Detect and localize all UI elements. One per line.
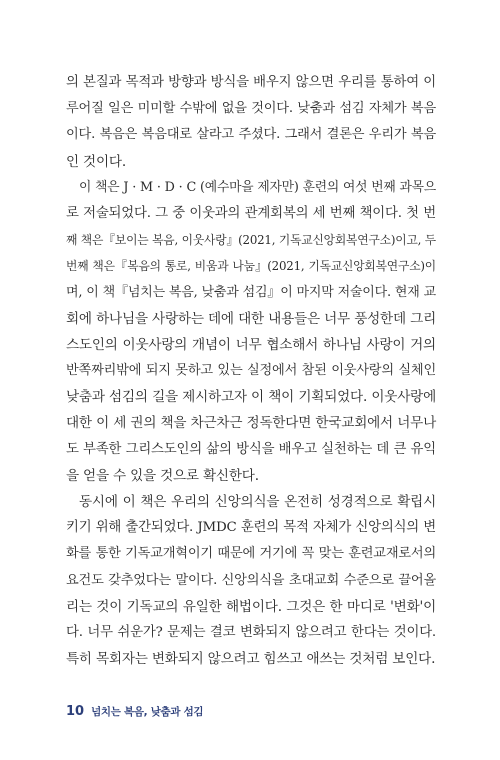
text-line: 다. 너무 쉬운가? 문제는 결코 변화되지 않으려고 한다는 것이다.	[66, 624, 436, 640]
text-line: 스도인의 이웃사랑의 개념이 너무 협소해서 하나님 사랑이 거의	[66, 336, 436, 353]
text-line: 요건도 갖추었다는 말이다. 신앙의식을 초대교회 수준으로 끌어올	[66, 572, 436, 588]
text-line: 며, 이 책『넘치는 복음, 낮춤과 섬김』이 마지막 저술이다. 현재 교	[66, 284, 436, 300]
text-line: 의 본질과 목적과 방향과 방식을 배우지 않으면 우리를 통하여 이	[66, 75, 436, 90]
text-line: 로 저술되었다. 그 중 이웃과의 관계회복의 세 번째 책이다. 첫 번	[66, 205, 436, 221]
page-number: 10	[66, 704, 85, 719]
running-book-title: 넘치는 복음, 낮춤과 섬김	[91, 706, 204, 718]
text-line: 동시에 이 책은 우리의 신앙의식을 온전히 성경적으로 확립시	[79, 494, 436, 510]
paragraph-1	[66, 70, 436, 175]
text-line: 대한 이 세 권의 책을 차근차근 정독한다면 한국교회에서 너무나	[66, 415, 436, 432]
text-line: 을 얻을 수 있을 것으로 확신한다.	[66, 467, 259, 484]
page-body	[66, 70, 436, 672]
text-line: 도 부족한 그리스도인의 삶의 방식을 배우고 실천하는 데 큰 유익	[66, 441, 436, 457]
page-footer	[66, 704, 203, 719]
text-line: 특히 목회자는 변화되지 않으려고 힘쓰고 애쓰는 것처럼 보인다.	[66, 651, 436, 668]
text-line: 반쪽짜리밖에 되지 못하고 있는 실정에서 참된 이웃사랑의 실체인	[66, 363, 436, 379]
text-line: 키기 위해 출간되었다. JMDC 훈련의 목적 자체가 신앙의식의 변	[66, 520, 436, 536]
text-line: 루어질 일은 미미할 수밖에 없을 것이다. 낮춤과 섬김 자체가 복음	[66, 101, 436, 117]
paragraph-2	[66, 175, 436, 489]
text-line: 째 책은『보이는 복음, 이웃사랑』(2021, 기독교신앙회복연구소)이고, 두	[66, 233, 436, 248]
paragraph-3	[66, 489, 436, 672]
text-line: 리는 것이 기독교의 유일한 해법이다. 그것은 한 마디로 '변화'이	[66, 598, 436, 615]
text-line: 이 책은 J · M · D · C (예수마을 제자만) 훈련의 여섯 번째 과목으	[79, 179, 436, 195]
text-line: 번째 책은『복음의 통로, 비움과 나눔』(2021, 기독교신앙회복연구소)이	[66, 259, 436, 274]
text-line: 화를 통한 기독교개혁이기 때문에 거기에 꼭 맞는 훈련교재로서의	[66, 546, 436, 562]
text-line: 인 것이다.	[66, 153, 126, 170]
text-line: 이다. 복음은 복음대로 살라고 주셨다. 그래서 결론은 우리가 복음	[66, 127, 436, 143]
text-line: 낮춤과 섬김의 길을 제시하고자 이 책이 기획되었다. 이웃사랑에	[66, 389, 436, 406]
text-line: 회에 하나님을 사랑하는 데에 대한 내용들은 너무 풍성한데 그리	[66, 310, 436, 327]
